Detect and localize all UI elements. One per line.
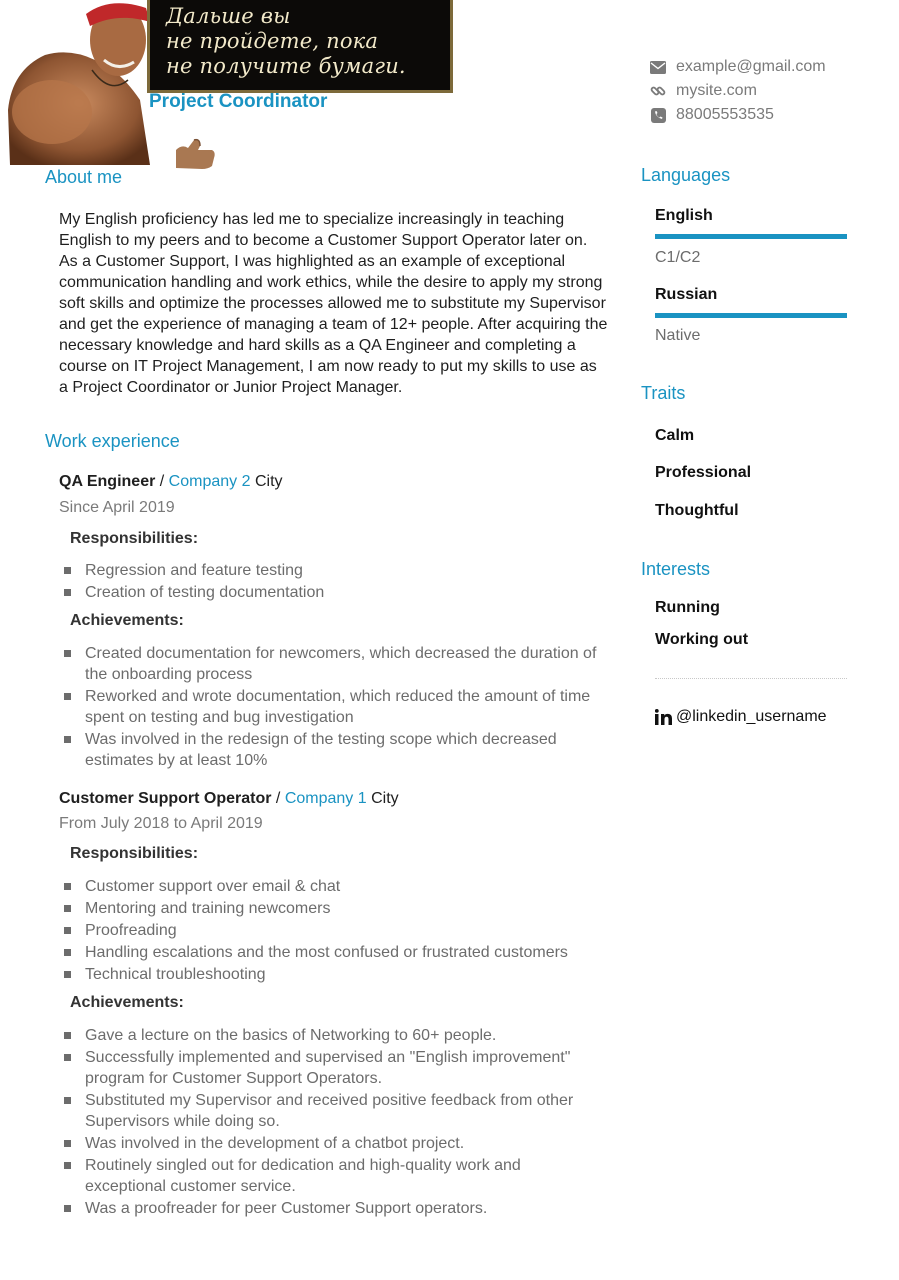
linkedin-handle: @linkedin_username [676,708,827,725]
interest-item: Working out [655,631,749,648]
phone-icon [650,107,666,123]
contact-phone[interactable] [650,106,774,124]
languages-section-title: Languages [641,165,731,185]
language-name: Russian [655,286,718,303]
about-text: My English proficiency has led me to specialize increasingly in teaching English to my peers and to become a Customer Support Operator later on. As a Customer Support, I was highlighted as an example of exceptional communication handling and work ethics, while the desire to apply my strong soft skills and optimize the processes allowed me to substitute my Supervisor and get the experience of managing a team of 12+ people. After acquiring the necessary knowledge and hard skills as a QA Engineer and completing a course on IT Project Management, I am now ready to put my skills to use as a Project Coordinator or Junior Project Manager. [59,211,608,396]
language-level: Native [655,327,701,344]
job-heading [59,790,399,808]
trait-item: Professional [655,464,752,481]
job-role: QA Engineer [59,473,156,490]
job-separator: / [275,790,281,807]
language-proficiency-bar [655,234,847,239]
link-icon [650,83,666,99]
list-item: Was a proofreader for peer Customer Support operators. [59,1198,599,1219]
thumbs-hand-image [172,136,218,170]
contact-email[interactable] [650,58,826,76]
header-artwork [0,0,470,170]
language-level: C1/C2 [655,249,701,266]
list-item: Was involved in the redesign of the testing scope which decreased estimates by at least 10% [59,729,611,771]
trait-item: Thoughtful [655,502,739,519]
job-heading [59,473,283,491]
language-name: English [655,207,713,224]
interest-item: Running [655,599,720,616]
linkedin-icon [655,709,672,725]
banner-line: не пройдете, пока [166,29,379,53]
list-item: Successfully implemented and supervised an "English improvement" program for Customer Support Operators. [59,1047,599,1089]
job-separator: / [159,473,165,490]
meme-caption-banner [147,0,453,93]
work-section-title: Work experience [45,431,180,451]
phone-text: 88005553535 [676,106,774,123]
banner-line: Дальше вы [166,4,291,28]
job-company-link[interactable]: Company 2 [168,473,251,490]
responsibilities-label: Responsibilities: [70,845,199,862]
list-item: Routinely singled out for dedication and high-quality work and exceptional customer service. [59,1155,599,1197]
list-item: Gave a lecture on the basics of Networking to 60+ people. [59,1025,599,1046]
job-role: Customer Support Operator [59,790,272,807]
responsibilities-label: Responsibilities: [70,530,199,547]
linkedin-link[interactable] [655,708,827,726]
achievements-label: Achievements: [70,994,184,1011]
responsibilities-list [59,560,609,604]
language-proficiency-bar [655,313,847,318]
achievements-label: Achievements: [70,612,184,629]
website-text: mysite.com [676,82,757,99]
job-date: Since April 2019 [59,499,175,516]
list-item: Proofreading [59,920,611,941]
interests-section-title: Interests [641,559,711,579]
list-item: Regression and feature testing [59,560,609,581]
list-item: Substituted my Supervisor and received positive feedback from other Supervisors while doing so. [59,1090,599,1132]
achievements-list [59,1025,599,1220]
job-company-link[interactable]: Company 1 [284,790,367,807]
portrait-photo [0,0,160,165]
job-date: From July 2018 to April 2019 [59,815,263,832]
email-text: example@gmail.com [676,58,826,75]
list-item: Created documentation for newcomers, which decreased the duration of the onboarding process [59,643,611,685]
list-item: Handling escalations and the most confused or frustrated customers [59,942,611,963]
about-section-title: About me [45,167,123,187]
list-item: Mentoring and training newcomers [59,898,611,919]
list-item: Creation of testing documentation [59,582,609,603]
job-city: City [254,473,283,490]
list-item: Customer support over email & chat [59,876,611,897]
job-title: Project Coordinator [149,91,328,112]
banner-line: не получите бумаги. [166,54,406,78]
divider [655,678,847,679]
envelope-icon [650,59,666,75]
job-city: City [371,790,399,807]
achievements-list [59,643,611,772]
trait-item: Calm [655,427,695,444]
list-item: Technical troubleshooting [59,964,611,985]
list-item: Was involved in the development of a chatbot project. [59,1133,599,1154]
responsibilities-list [59,876,611,986]
list-item: Reworked and wrote documentation, which reduced the amount of time spent on testing and bug investigation [59,686,611,728]
contact-website[interactable] [650,82,757,100]
traits-section-title: Traits [641,383,686,403]
